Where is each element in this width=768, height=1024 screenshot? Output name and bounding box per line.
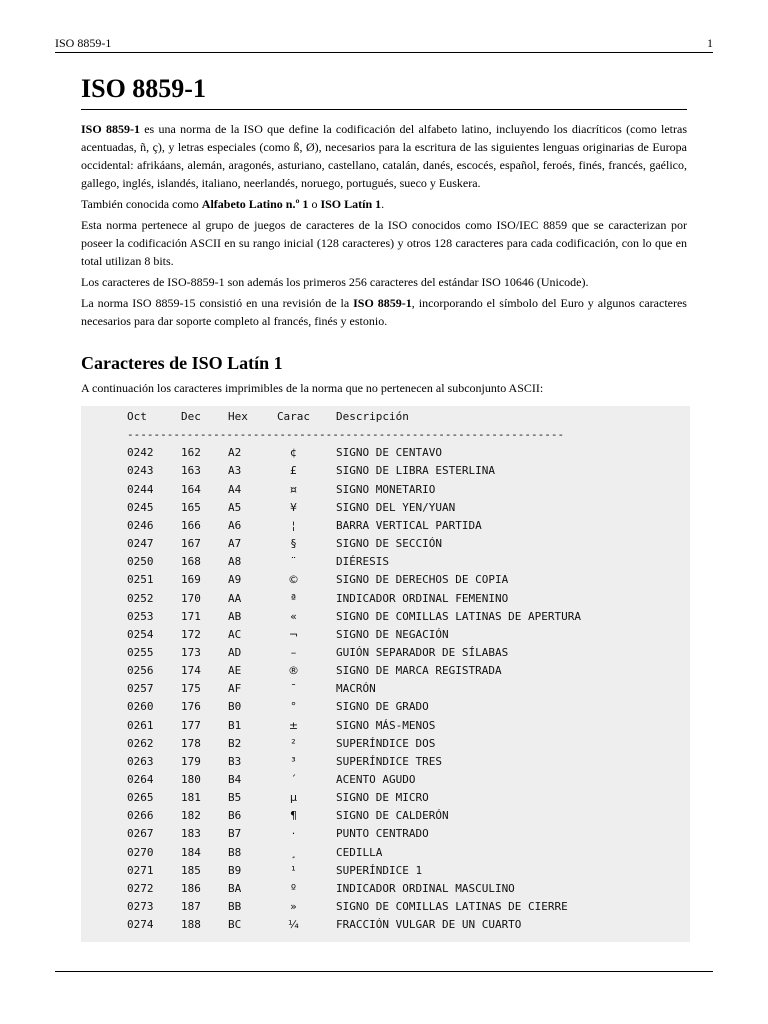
description-cell: FRACCIÓN VULGAR DE UN CUARTO (336, 918, 522, 932)
description-cell: PUNTO CENTRADO (336, 827, 429, 841)
dec-cell: 171 (181, 609, 201, 623)
bold-term: ISO 8859-1 (353, 296, 412, 310)
hex-cell: B3 (228, 754, 242, 768)
char-cell: ¹ (291, 863, 296, 877)
oct-cell: 0250 (127, 555, 154, 569)
hex-cell: B1 (228, 718, 242, 732)
hex-cell: A7 (228, 537, 242, 551)
dec-cell: 182 (181, 809, 201, 823)
paragraph-text: , incorporando el símbolo del Euro y algunos caracteres necesarios para dar soporte completo al francés, finés y estonio. (81, 296, 687, 328)
dec-cell: 169 (181, 573, 201, 587)
char-cell: ¥ (290, 500, 297, 514)
char-cell: ¸ (290, 845, 297, 859)
dec-cell: 167 (181, 537, 201, 551)
char-cell: – (290, 645, 297, 659)
description-cell: SIGNO DE COMILLAS LATINAS DE CIERRE (336, 900, 568, 914)
hex-cell: A5 (228, 500, 242, 514)
hex-cell: AA (228, 591, 242, 605)
hex-cell: A2 (228, 446, 242, 460)
description-cell: DIÉRESIS (336, 555, 389, 569)
char-cell: ¨ (290, 555, 297, 569)
oct-cell: 0244 (127, 482, 154, 496)
description-cell: SIGNO DE MICRO (336, 791, 429, 805)
dec-cell: 181 (181, 791, 201, 805)
description-cell: SUPERÍNDICE TRES (336, 754, 442, 768)
hex-cell: B8 (228, 845, 242, 859)
description-cell: INDICADOR ORDINAL FEMENINO (336, 591, 509, 605)
description-cell: SIGNO DE DERECHOS DE COPIA (336, 573, 509, 587)
section-intro: A continuación los caracteres imprimibles de la norma que no pertenecen al subconjunto ASCII: (81, 381, 544, 395)
paragraph-text: es una norma de la ISO que define la codificación del alfabeto latino, incluyendo los diacríticos (como letras acentuadas, ñ, ç), y letras especiales (como ß, Ø), necesarios para la escritura de las siguientes lenguas originarias de Europa occidental: afrikáans, alemán, aragonés, asturiano, castellano, catalán, danés, escocés, español, feroés, finés, francés, gaélico, gallego, inglés, islandés, italiano, neerlandés, noruego, portugués, sueco y Euskera. (81, 122, 687, 190)
dec-cell: 166 (181, 518, 201, 532)
oct-cell: 0270 (127, 845, 154, 859)
oct-cell: 0265 (127, 791, 154, 805)
description-cell: SIGNO DE MARCA REGISTRADA (336, 664, 502, 678)
oct-cell: 0260 (127, 700, 154, 714)
char-cell: ¬ (288, 627, 299, 641)
running-header (55, 35, 713, 53)
dec-cell: 174 (181, 664, 201, 678)
bold-term: Alfabeto Latino n.º 1 (201, 197, 309, 211)
oct-cell: 0257 (127, 682, 154, 696)
table-separator: ------------------------------------------------------------------ (127, 428, 565, 442)
description-cell: SIGNO DE SECCIÓN (336, 537, 442, 551)
dec-cell: 179 (181, 754, 201, 768)
paragraph-text: La norma ISO 8859-15 consistió en una revisión de la (81, 296, 354, 310)
oct-cell: 0261 (127, 718, 154, 732)
char-cell: ¢ (290, 446, 297, 460)
description-cell: SIGNO DE CALDERÓN (336, 809, 449, 823)
paragraph-text: . (381, 197, 385, 211)
column-header: Hex (228, 410, 248, 423)
description-cell: INDICADOR ORDINAL MASCULINO (336, 881, 515, 895)
description-cell: SIGNO DEL YEN/YUAN (336, 500, 456, 514)
paragraph-text: o (308, 197, 321, 211)
oct-cell: 0256 (127, 664, 154, 678)
bold-term: ISO Latín 1 (320, 197, 382, 211)
hex-cell: B9 (228, 863, 242, 877)
dec-cell: 172 (181, 627, 201, 641)
description-cell: SIGNO DE NEGACIÓN (336, 627, 449, 641)
dec-cell: 175 (181, 682, 201, 696)
paragraph-definition (81, 120, 687, 192)
hex-cell: A9 (228, 573, 242, 587)
oct-cell: 0247 (127, 537, 154, 551)
paragraph-aliases (81, 195, 687, 213)
oct-cell: 0255 (127, 645, 154, 659)
oct-cell: 0245 (127, 500, 154, 514)
description-cell: SIGNO MONETARIO (336, 482, 436, 496)
dec-cell: 183 (181, 827, 201, 841)
hex-cell: BA (228, 881, 242, 895)
oct-cell: 0254 (127, 627, 154, 641)
char-cell: £ (290, 464, 297, 478)
char-cell: « (290, 609, 297, 623)
char-cell: ¶ (290, 809, 297, 823)
column-header: Descripción (336, 410, 409, 423)
oct-cell: 0266 (127, 809, 154, 823)
oct-cell: 0262 (127, 736, 154, 750)
hex-cell: AF (228, 682, 242, 696)
oct-cell: 0267 (127, 827, 154, 841)
oct-cell: 0273 (127, 900, 154, 914)
hex-cell: B5 (228, 791, 242, 805)
dec-cell: 163 (181, 464, 201, 478)
column-header: Oct (127, 410, 147, 423)
footer-rule (55, 971, 713, 972)
hex-cell: AC (228, 627, 242, 641)
dec-cell: 162 (181, 446, 201, 460)
description-cell: MACRÓN (336, 682, 376, 696)
description-cell: CEDILLA (336, 845, 383, 859)
char-cell: ¤ (290, 482, 297, 496)
char-cell: µ (290, 791, 297, 805)
oct-cell: 0263 (127, 754, 154, 768)
hex-cell: B7 (228, 827, 242, 841)
column-header: Dec (181, 410, 201, 423)
char-cell: ¯ (290, 682, 297, 696)
char-cell: ¦ (291, 518, 296, 532)
hex-cell: BC (228, 918, 242, 932)
page-number: 1 (707, 36, 713, 50)
char-cell: § (290, 537, 297, 551)
char-cell: º (290, 881, 297, 895)
dec-cell: 187 (181, 900, 201, 914)
description-cell: SUPERÍNDICE 1 (336, 863, 423, 877)
oct-cell: 0274 (127, 918, 154, 932)
hex-cell: AB (228, 609, 242, 623)
description-cell: ACENTO AGUDO (336, 773, 416, 786)
oct-cell: 0264 (127, 773, 154, 786)
description-cell: SIGNO DE LIBRA ESTERLINA (336, 464, 495, 478)
oct-cell: 0252 (127, 591, 154, 605)
hex-cell: B0 (228, 700, 242, 714)
hex-cell: A6 (228, 518, 242, 532)
dec-cell: 164 (181, 482, 201, 496)
dec-cell: 180 (181, 773, 201, 786)
char-cell: · (291, 827, 296, 841)
char-cell: ´ (290, 773, 297, 786)
paragraph-text: También conocida como (81, 197, 202, 211)
char-cell: ² (291, 736, 296, 750)
hex-cell: BB (228, 900, 242, 914)
dec-cell: 188 (181, 918, 201, 932)
paragraph-family: Esta norma pertenece al grupo de juegos de caracteres de la ISO conocidos como ISO/IEC 8859 que se caracterizan por poseer la codificación ASCII en su rango inicial (128 caracteres) y otros 128 caracteres para cada codificación, con lo que en total utilizan 8 bits. (81, 218, 687, 268)
hex-cell: A8 (228, 555, 242, 569)
dec-cell: 168 (181, 555, 201, 569)
dec-cell: 186 (181, 881, 201, 895)
hex-cell: B6 (228, 809, 242, 823)
bold-term: ISO 8859-1 (81, 122, 140, 136)
oct-cell: 0242 (127, 446, 154, 460)
description-cell: SUPERÍNDICE DOS (336, 736, 436, 750)
char-cell: ª (290, 591, 297, 605)
char-cell: © (288, 573, 299, 587)
column-header: Carac (276, 410, 311, 423)
description-cell: SIGNO DE GRADO (336, 700, 429, 714)
oct-cell: 0272 (127, 881, 154, 895)
char-cell: ± (288, 718, 299, 732)
char-cell: ¼ (288, 918, 299, 932)
char-cell: ³ (291, 754, 296, 768)
hex-cell: A3 (228, 464, 242, 478)
char-cell: » (290, 900, 297, 914)
dec-cell: 185 (181, 863, 201, 877)
char-cell: ° (290, 700, 297, 714)
hex-cell: B4 (228, 773, 242, 786)
dec-cell: 184 (181, 845, 201, 859)
page-title: ISO 8859-1 (81, 72, 687, 110)
dec-cell: 165 (181, 500, 201, 514)
hex-cell: A4 (228, 482, 242, 496)
running-header-title: ISO 8859-1 (55, 36, 112, 50)
hex-cell: AD (228, 645, 242, 659)
oct-cell: 0271 (127, 863, 154, 877)
article-content (81, 72, 687, 397)
description-cell: SIGNO MÁS-MENOS (336, 718, 436, 732)
oct-cell: 0243 (127, 464, 154, 478)
section-heading: Caracteres de ISO Latín 1 (81, 353, 283, 373)
oct-cell: 0246 (127, 518, 154, 532)
description-cell: SIGNO DE COMILLAS LATINAS DE APERTURA (336, 609, 582, 623)
char-cell: ® (288, 664, 299, 678)
hex-cell: B2 (228, 736, 242, 750)
description-cell: GUIÓN SEPARADOR DE SÍLABAS (336, 645, 509, 659)
paragraph-revision (81, 294, 687, 330)
paragraph-unicode: Los caracteres de ISO-8859-1 son además los primeros 256 caracteres del estándar ISO 10646 (Unicode). (81, 275, 589, 289)
dec-cell: 176 (181, 700, 201, 714)
dec-cell: 173 (181, 645, 201, 659)
dec-cell: 177 (181, 718, 201, 732)
hex-cell: AE (228, 664, 242, 678)
dec-cell: 170 (181, 591, 201, 605)
oct-cell: 0253 (127, 609, 154, 623)
description-cell: SIGNO DE CENTAVO (336, 446, 442, 460)
description-cell: BARRA VERTICAL PARTIDA (336, 518, 482, 532)
oct-cell: 0251 (127, 573, 154, 587)
dec-cell: 178 (181, 736, 201, 750)
character-table (81, 406, 690, 942)
